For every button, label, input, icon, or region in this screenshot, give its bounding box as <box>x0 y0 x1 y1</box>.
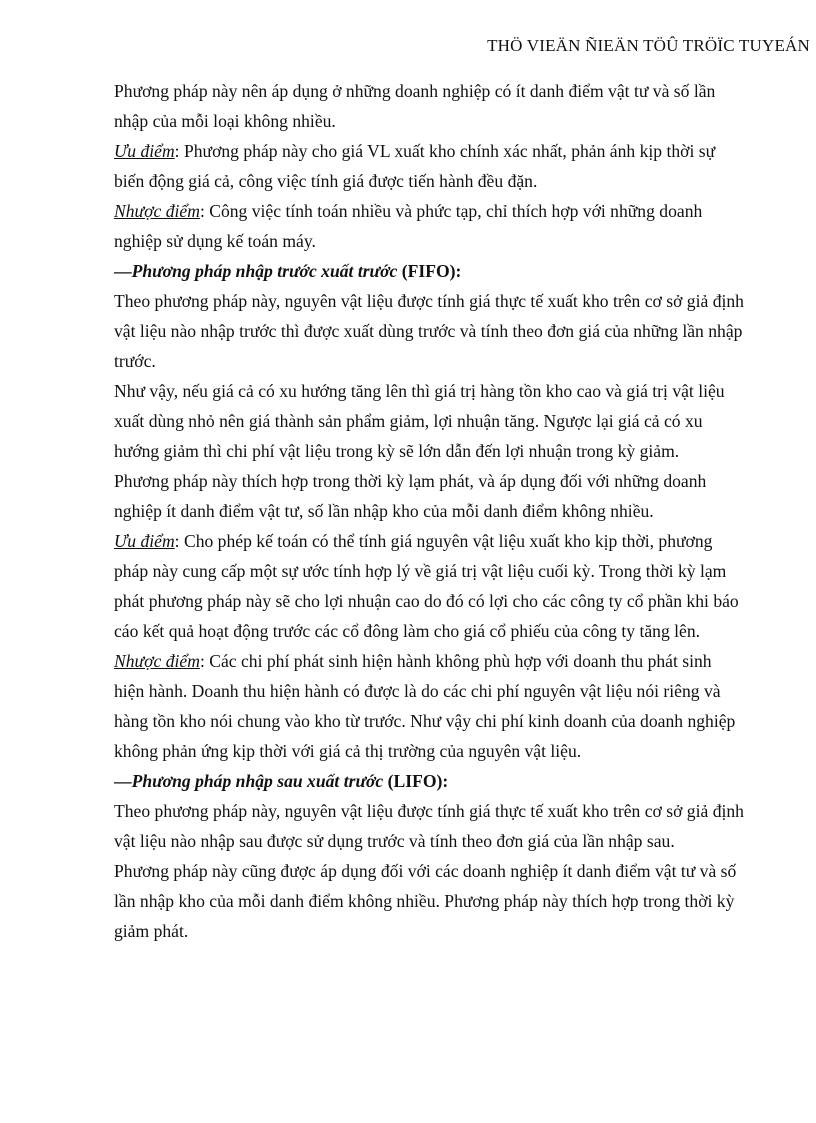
paragraph-advantage-2 <box>114 526 746 646</box>
advantage-term: Ưu điểm <box>114 141 175 161</box>
heading-fifo <box>114 256 746 286</box>
advantage-term: Ưu điểm <box>114 531 175 551</box>
paragraph-fifo-effect: Như vậy, nếu giá cả có xu hướng tăng lên thì giá trị hàng tồn kho cao và giá trị vật liệu xuất dùng nhỏ nên giá thành sản phẩm giảm, lợi nhuận tăng. Ngược lại giá cả có xu hướng giảm thì chi phí vật liệu trong kỳ sẽ lớn dẫn đến lợi nhuận trong kỳ giảm. <box>114 381 725 461</box>
heading-title: Phương pháp nhập sau xuất trước <box>131 771 384 791</box>
paragraph-scope: Phương pháp này nên áp dụng ở những doanh nghiệp có ít danh điểm vật tư và số lần nhập của mỗi loại không nhiều. <box>114 81 716 131</box>
paragraph-fifo-definition: Theo phương pháp này, nguyên vật liệu được tính giá thực tế xuất kho trên cơ sở giả định vật liệu nào nhập trước thì được xuất dùng trước và tính theo đơn giá của những lần nhập trước. <box>114 291 744 371</box>
heading-dash: — <box>114 771 132 791</box>
paragraph-disadvantage-2 <box>114 646 746 766</box>
paragraph-lifo-definition: Theo phương pháp này, nguyên vật liệu được tính giá thực tế xuất kho trên cơ sở giả định vật liệu nào nhập sau được sử dụng trước và tính theo đơn giá của lần nhập sau. <box>114 801 744 851</box>
advantage-text: : Phương pháp này cho giá VL xuất kho chính xác nhất, phản ánh kịp thời sự biến động giá cả, công việc tính giá được tiến hành đều đặn. <box>114 141 716 191</box>
paragraph-lifo-suitability: Phương pháp này cũng được áp dụng đối với các doanh nghiệp ít danh điểm vật tư và số lần nhập kho của mỗi danh điểm không nhiều. Phương pháp này thích hợp trong thời kỳ giảm phát. <box>114 861 737 941</box>
heading-lifo <box>114 766 746 796</box>
heading-dash: — <box>114 261 132 281</box>
disadvantage-term: Nhược điểm <box>114 201 200 221</box>
heading-code: (FIFO): <box>397 261 462 281</box>
document-body <box>114 76 746 946</box>
advantage-text: : Cho phép kế toán có thể tính giá nguyên vật liệu xuất kho kịp thời, phương pháp này cung cấp một sự ước tính hợp lý về giá trị vật liệu cuối kỳ. Trong thời kỳ lạm phát phương pháp này sẽ cho lợi nhuận cao do đó có lợi cho các công ty cổ phần khi báo cáo kết quả hoạt động trước các cổ đông làm cho giá cổ phiếu của công ty tăng lên. <box>114 531 739 641</box>
paragraph-advantage-1 <box>114 136 746 196</box>
paragraph-disadvantage-1 <box>114 196 746 256</box>
running-header: THÖ VIEÄN ÑIEÄN TÖÛ TRÖÏC TUYEÁN <box>487 36 810 55</box>
heading-code: (LIFO): <box>383 771 449 791</box>
heading-title: Phương pháp nhập trước xuất trước <box>131 261 398 281</box>
disadvantage-text: : Công việc tính toán nhiều và phức tạp, chỉ thích hợp với những doanh nghiệp sử dụng kế toán máy. <box>114 201 703 251</box>
disadvantage-text: : Các chi phí phát sinh hiện hành không phù hợp với doanh thu phát sinh hiện hành. Doanh thu hiện hành có được là do các chi phí nguyên vật liệu nói riêng và hàng tồn kho nói chung vào kho từ trước. Như vậy chi phí kinh doanh của doanh nghiệp không phản ứng kịp thời với giá cả thị trường của nguyên vật liệu. <box>114 651 736 761</box>
disadvantage-term: Nhược điểm <box>114 651 200 671</box>
paragraph-fifo-suitability: Phương pháp này thích hợp trong thời kỳ lạm phát, và áp dụng đối với những doanh nghiệp ít danh điểm vật tư, số lần nhập kho của mỗi danh điểm không nhiều. <box>114 471 707 521</box>
